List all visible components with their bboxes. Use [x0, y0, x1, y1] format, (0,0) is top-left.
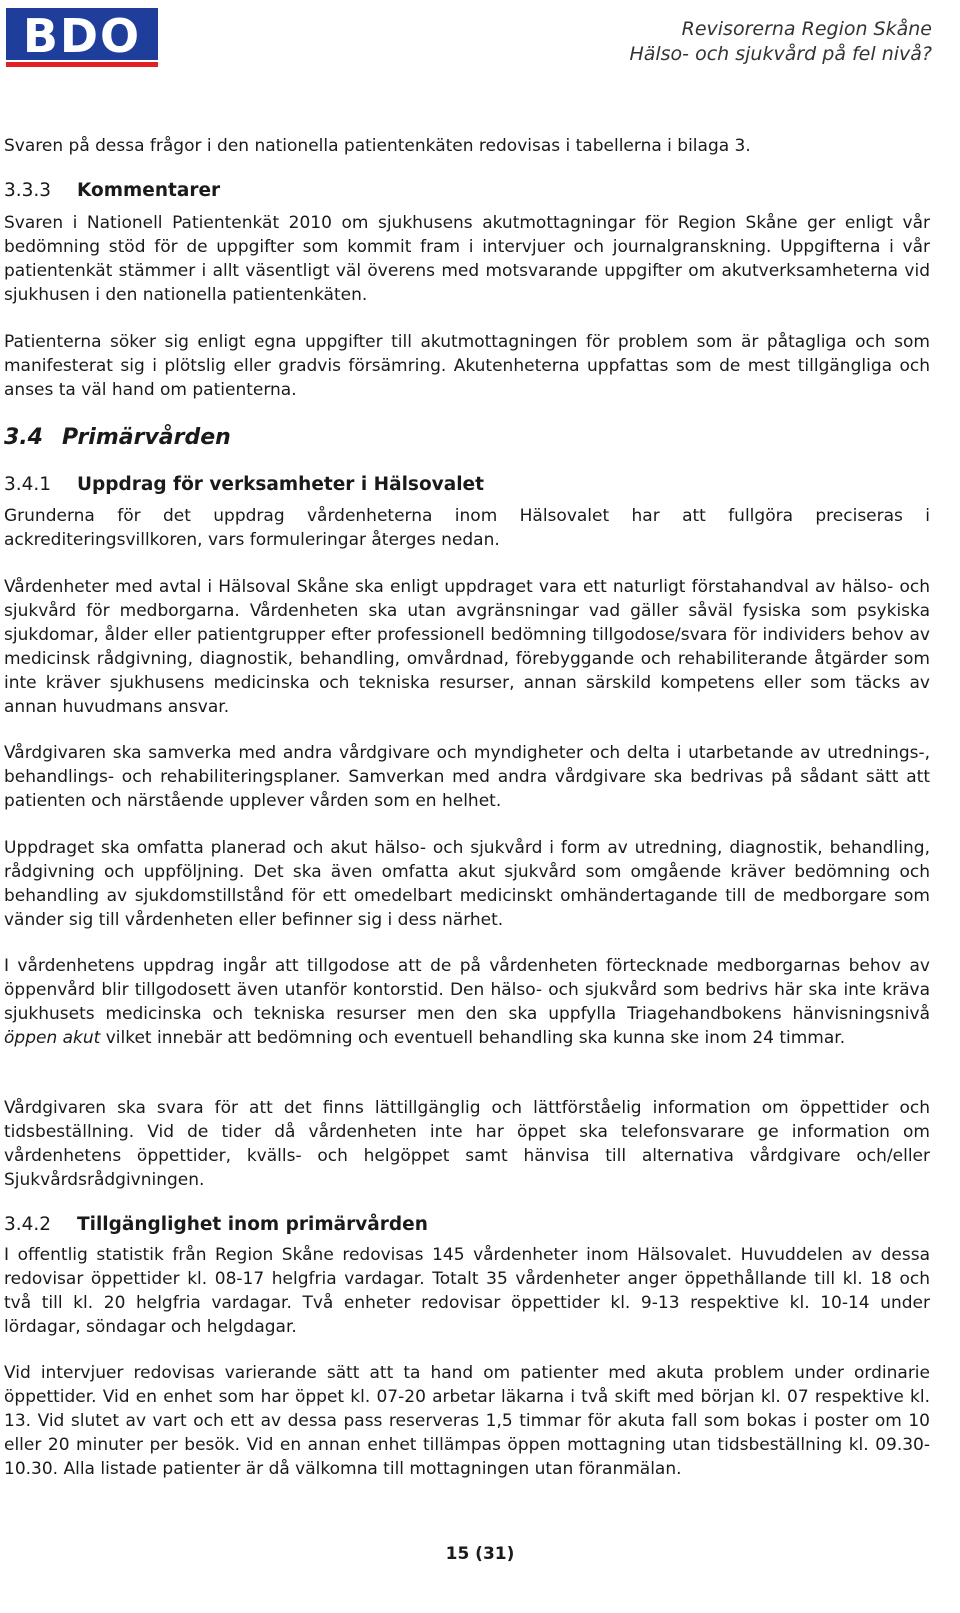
- heading-number: 3.4.2: [4, 1214, 52, 1235]
- heading-number: 3.4.1: [4, 474, 52, 495]
- heading-3-4-2: [4, 1213, 428, 1237]
- paragraph: Vårdgivaren ska samverka med andra vårdgivare och myndigheter och delta i utarbetande av utrednings-, behandlings- och rehabiliteringsplaner. Samverkan med andra vårdgivare ska bedrivas på sådant sätt att patienten och närstående upplever vården som en helhet.: [4, 743, 930, 811]
- paragraph-text: vilket innebär att bedömning och eventuell behandling ska kunna ske inom 24 timmar.: [100, 1028, 846, 1048]
- paragraph: Vid intervjuer redovisas varierande sätt att ta hand om patienter med akuta problem under ordinarie öppettider. Vid en enhet som har öppet kl. 07-20 arbetar läkarna i två skift med början kl. 07 respektive kl. 13. Vid slutet av vart och ett av dessa pass reserveras 1,5 timmar för akuta fall som bokas i poster om 10 eller 20 minuter per besök. Vid en annan enhet tillämpas öppen mottagning utan tidsbeställning kl. 09.30-10.30. Alla listade patienter är då välkomna till mottagningen utan föranmälan.: [4, 1363, 930, 1479]
- paragraph: Uppdraget ska omfatta planerad och akut hälso- och sjukvård i form av utredning, diagnostik, behandling, rådgivning och uppföljning. Det ska även omfatta akut sjukvård som omgående kräver bedömning och behandling av sjukdomstillstånd för ett omedelbart medicinskt omhändertagande till de medborgare som vänder sig till vårdenheten eller befinner sig i dess närhet.: [4, 838, 930, 930]
- emphasis: öppen akut: [4, 1028, 101, 1048]
- paragraph: [4, 954, 930, 1050]
- heading-3-3-3: [4, 179, 220, 203]
- bdo-logo: [6, 6, 158, 68]
- paragraph: Vårdgivaren ska svara för att det finns lättillgänglig och lättförståelig information om öppettider och tidsbeställning. Vid de tider då vårdenheten inte har öppet ska telefonsvarare ge information om vårdenhetens öppettider, kvälls- och helgöppet samt hänvisa till alternativa vårdgivare och/eller Sjukvårdsrådgivningen.: [4, 1098, 930, 1190]
- paragraph-text: I vårdenhetens uppdrag ingår att tillgodose att de på vårdenheten förtecknade medborgarnas behov av öppenvård blir tillgodosett även utanför kontorstid. Den hälso- och sjukvård som bedrivs här ska inte kräva sjukhusets medicinska och tekniska resurser men den ska uppfylla Triagehandbokens hänvisningsnivå: [4, 956, 930, 1024]
- intro-paragraph: Svaren på dessa frågor i den nationella patientenkäten redovisas i tabellerna i bilaga 3.: [4, 136, 751, 156]
- heading-3-4-1: [4, 473, 484, 497]
- heading-3-4: [4, 424, 231, 452]
- paragraph: Vårdenheter med avtal i Hälsoval Skåne ska enligt uppdraget vara ett naturligt förstahandval av hälso- och sjukvård för medborgarna. Vårdenheten ska utan avgränsningar vad gäller såväl fysiska som psykiska sjukdomar, ålder eller patientgrupper efter professionell bedömning tillgodose/svara för individers behov av medicinsk rådgivning, diagnostik, behandling, omvårdnad, förebyggande och rehabiliterande åtgärder som inte kräver sjukhusens medicinska och tekniska resurser, annan särskild kompetens eller som täcks av annan huvudmans ansvar.: [4, 577, 930, 717]
- document-header: [629, 17, 932, 67]
- heading-number: 3.4: [4, 425, 43, 450]
- header-line-2: Hälso- och sjukvård på fel nivå?: [629, 43, 932, 65]
- heading-title: Uppdrag för verksamheter i Hälsovalet: [77, 474, 484, 495]
- heading-title: Kommentarer: [77, 180, 221, 201]
- heading-number: 3.3.3: [4, 180, 52, 201]
- heading-title: Primärvården: [62, 425, 231, 450]
- paragraph: Grunderna för det uppdrag vårdenheterna inom Hälsovalet har att fullgöra preciseras i ackrediteringsvillkoren, vars formuleringar återges nedan.: [4, 506, 930, 550]
- paragraph: Patienterna söker sig enligt egna uppgifter till akutmottagningen för problem som är påtagliga och som manifesterat sig i plötslig eller gradvis försämring. Akutenheterna uppfattas som de mest tillgängliga och anses ta väl hand om patienterna.: [4, 332, 930, 400]
- page-number: 15 (31): [445, 1544, 515, 1564]
- paragraph: Svaren i Nationell Patientenkät 2010 om sjukhusens akutmottagningar för Region Skåne ger enligt vår bedömning stöd för de uppgifter som kommit fram i intervjuer och journalgranskning. Uppgifterna i vår patientenkät stämmer i allt väsentligt väl överens med motsvarande uppgifter om akutverksamheterna vid sjukhusen i den nationella patientenkäten.: [4, 213, 930, 305]
- logo-text: BDO: [22, 9, 142, 63]
- paragraph: I offentlig statistik från Region Skåne redovisas 145 vårdenheter inom Hälsovalet. Huvuddelen av dessa redovisar öppettider kl. 08-17 helgfria vardagar. Totalt 35 vårdenheter anger öppethållande till kl. 18 och två till kl. 20 helgfria vardagar. Två enheter redovisar öppettider kl. 9-13 respektive kl. 10-14 under lördagar, söndagar och helgdagar.: [4, 1245, 930, 1337]
- header-line-1: Revisorerna Region Skåne: [681, 18, 932, 40]
- heading-title: Tillgänglighet inom primärvården: [77, 1214, 428, 1235]
